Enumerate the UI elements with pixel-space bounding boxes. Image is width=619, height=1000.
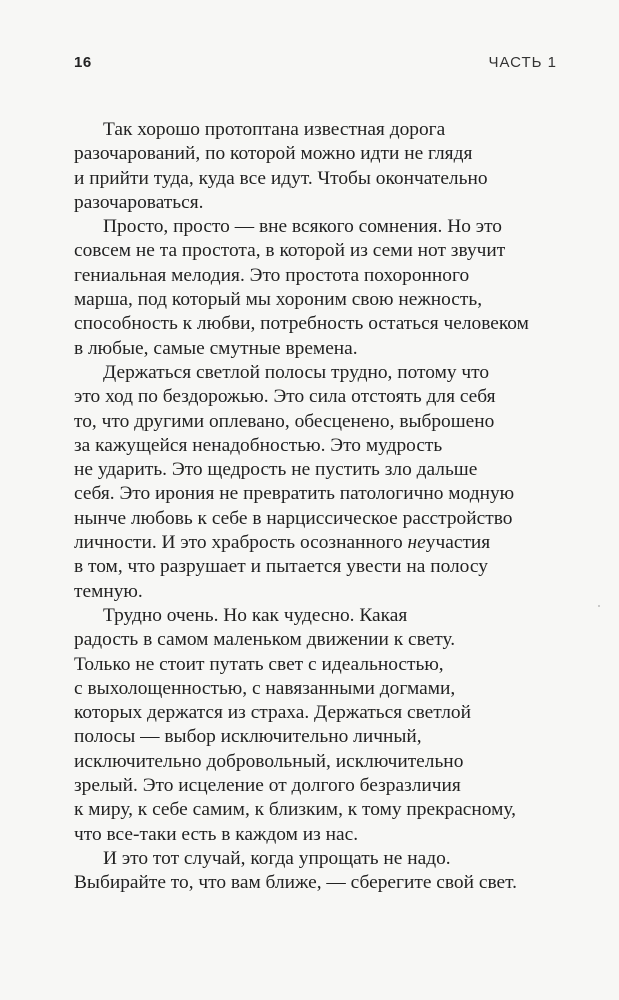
text-line: это ход по бездорожью. Это сила отстоять для себя xyxy=(74,386,496,408)
text-line: себя. Это ирония не превратить патологично модную xyxy=(74,483,515,505)
text-line: способность к любви, потребность остаться человеком xyxy=(74,313,529,335)
page-header xyxy=(74,50,557,74)
text-line: нынче любовь к себе в нарциссическое расстройство xyxy=(74,507,513,529)
text-line: радость в самом маленьком движении к свету. xyxy=(74,629,456,651)
paragraph-2 xyxy=(74,215,564,361)
running-head: ЧАСТЬ 1 xyxy=(488,53,557,71)
text-line: за кажущейся ненадобностью. Это мудрость xyxy=(74,434,443,456)
text-line: Трудно очень. Но как чудесно. Какая xyxy=(103,604,408,626)
text-line: в любые, самые смутные времена. xyxy=(74,337,358,359)
paragraph-4 xyxy=(74,604,564,847)
text-line: которых держатся из страха. Держаться светлой xyxy=(74,702,472,724)
text-segment: личности. И это храбрость осознанного xyxy=(74,532,408,554)
paragraph-1 xyxy=(74,118,564,215)
paragraph-3 xyxy=(74,361,564,604)
text-segment: участия xyxy=(425,532,491,554)
text-line: Просто, просто — вне всякого сомнения. Но это xyxy=(103,216,502,238)
text-line: к миру, к себе самим, к близким, к тому прекрасному, xyxy=(74,799,516,821)
text-line: разочарований, по которой можно идти не глядя xyxy=(74,143,473,165)
text-line: что все-таки есть в каждом из нас. xyxy=(74,823,359,845)
text-line: совсем не та простота, в которой из семи нот звучит xyxy=(74,240,506,262)
text-line-with-italic xyxy=(74,531,564,555)
text-line: с выхолощенностью, с навязанными догмами, xyxy=(74,677,456,699)
text-line: исключительно добровольный, исключительно xyxy=(74,750,464,772)
text-line: Держаться светлой полосы трудно, потому что xyxy=(103,361,490,383)
text-line: темную. xyxy=(74,580,143,602)
italic-emphasis: не xyxy=(407,532,426,554)
text-line: разочароваться. xyxy=(74,191,204,213)
text-line: не ударить. Это щедрость не пустить зло дальше xyxy=(74,459,478,481)
text-line: Только не стоит путать свет с идеальностью, xyxy=(74,653,444,675)
text-line: Выбирайте то, что вам ближе, — сберегите свой свет. xyxy=(74,872,517,894)
paper-speck xyxy=(598,605,600,607)
text-line: Так хорошо протоптана известная дорога xyxy=(103,119,446,140)
page-number: 16 xyxy=(74,53,92,71)
text-line: то, что другими оплевано, обесценено, выброшено xyxy=(74,410,495,432)
text-line: гениальная мелодия. Это простота похоронного xyxy=(74,264,470,286)
body-text xyxy=(74,118,564,896)
paragraph-5 xyxy=(74,847,564,896)
text-line: и прийти туда, куда все идут. Чтобы окончательно xyxy=(74,167,488,189)
text-line: в том, что разрушает и пытается увести на полосу xyxy=(74,556,488,578)
text-line: марша, под который мы хороним свою нежность, xyxy=(74,289,483,311)
text-line: зрелый. Это исцеление от долгого безразличия xyxy=(74,775,461,797)
text-line: И это тот случай, когда упрощать не надо. xyxy=(103,847,451,869)
text-line: полосы — выбор исключительно личный, xyxy=(74,726,422,748)
